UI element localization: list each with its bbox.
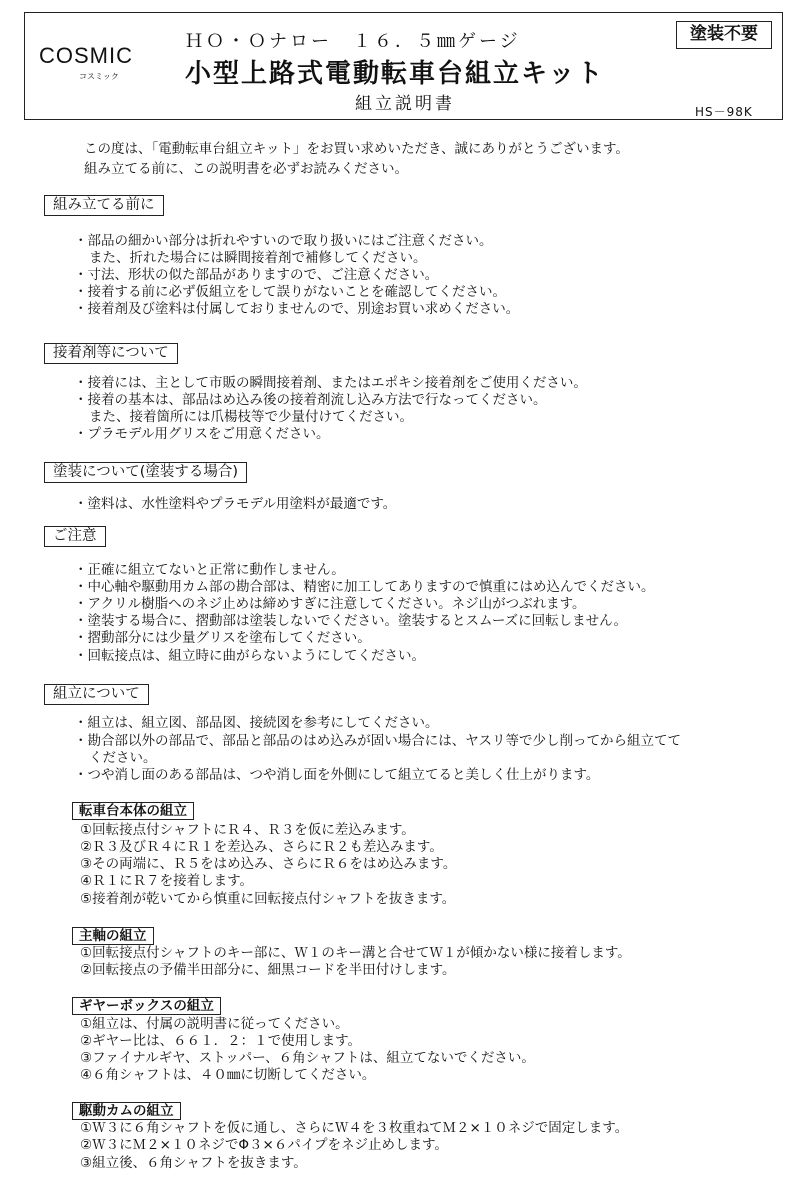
list-item: また、折れた場合には瞬間接着剤で補修してください。 bbox=[89, 250, 427, 266]
section-title-assembly: 組立について bbox=[44, 684, 149, 705]
header-box bbox=[24, 12, 783, 120]
list-item: ・中心軸や駆動用カム部の勘合部は、精密に加工してありますので慎重にはめ込んでください。 bbox=[74, 579, 655, 595]
list-item: ・部品の細かい部分は折れやすいので取り扱いにはご注意ください。 bbox=[74, 233, 493, 249]
assembly-step: ③組立後、６角シャフトを抜きます。 bbox=[80, 1155, 307, 1171]
intro-line: この度は、「電動転車台組立キット」をお買い求めいただき、誠にありがとうございます。 bbox=[84, 141, 629, 157]
list-item: また、接着箇所には爪楊枝等で少量付けてください。 bbox=[89, 409, 413, 425]
subsection-title-drive-cam: 駆動カムの組立 bbox=[72, 1102, 181, 1120]
list-item: ・組立は、組立図、部品図、接続図を参考にしてください。 bbox=[74, 715, 439, 731]
assembly-step: ②Ｒ３及びＲ４にＲ１を差込み、さらにＲ２も差込みます。 bbox=[80, 839, 443, 855]
list-item: ・塗装する場合に、摺動部は塗装しないでください。塗装するとスムーズに回転しません。 bbox=[74, 613, 627, 629]
subsection-title-gearbox: ギヤーボックスの組立 bbox=[72, 997, 221, 1015]
list-item: ・寸法、形状の似た部品がありますので、ご注意ください。 bbox=[74, 267, 439, 283]
intro-line: 組み立てる前に、この説明書を必ずお読みください。 bbox=[84, 161, 408, 177]
assembly-step: ②Ｗ３にＭ２×１０ネジでΦ３×６パイプをネジ止めします。 bbox=[80, 1137, 448, 1153]
list-item: ・回転接点は、組立時に曲がらないようにしてください。 bbox=[74, 648, 425, 664]
list-item: ・接着の基本は、部品はめ込み後の接着剤流し込み方法で行なってください。 bbox=[74, 392, 547, 408]
subsection-title-main-shaft: 主軸の組立 bbox=[72, 927, 154, 945]
page-title: 小型上路式電動転車台組立キット bbox=[185, 59, 605, 89]
assembly-step: ③その両端に、Ｒ５をはめ込み、さらにＲ６をはめ込みます。 bbox=[80, 856, 457, 872]
assembly-step: ⑤接着剤が乾いてから慎重に回転接点付シャフトを抜きます。 bbox=[80, 891, 456, 907]
list-item: ・塗料は、水性塗料やプラモデル用塗料が最適です。 bbox=[74, 496, 397, 512]
assembly-step: ④６角シャフトは、４０㎜に切断してください。 bbox=[80, 1067, 376, 1083]
assembly-step: ①組立は、付属の説明書に従ってください。 bbox=[80, 1016, 349, 1032]
list-item: ・プラモデル用グリスをご用意ください。 bbox=[74, 426, 330, 442]
list-item: ・接着には、主として市販の瞬間接着剤、またはエポキシ接着剤をご使用ください。 bbox=[74, 375, 587, 391]
logo-text: COSMIC bbox=[39, 43, 133, 68]
assembly-step: ①回転接点付シャフトのキー部に、Ｗ１のキー溝と合せてＷ１が傾かない様に接着します。 bbox=[80, 945, 631, 961]
assembly-step: ①回転接点付シャフトにＲ４、Ｒ３を仮に差込みます。 bbox=[80, 822, 415, 838]
assembly-step: ④Ｒ１にＲ７を接着します。 bbox=[80, 873, 254, 889]
model-code: HS－98K bbox=[695, 105, 753, 119]
document-type: 組立説明書 bbox=[355, 94, 455, 114]
section-title-before: 組み立てる前に bbox=[44, 195, 164, 216]
list-item: ・摺動部分には少量グリスを塗布してください。 bbox=[74, 630, 371, 646]
assembly-step: ②ギヤー比は、６６１．２：１で使用します。 bbox=[80, 1033, 362, 1049]
section-title-caution: ご注意 bbox=[44, 526, 106, 547]
section-title-painting: 塗装について(塗装する場合) bbox=[44, 462, 247, 483]
cosmic-logo bbox=[39, 43, 139, 89]
subsection-title-turntable: 転車台本体の組立 bbox=[72, 802, 194, 820]
list-item: ・アクリル樹脂へのネジ止めは締めすぎに注意してください。ネジ山がつぶれます。 bbox=[74, 596, 586, 612]
list-item: ・接着する前に必ず仮組立をして誤りがないことを確認してください。 bbox=[74, 284, 506, 300]
list-item: ・つや消し面のある部品は、つや消し面を外側にして組立てると美しく仕上がります。 bbox=[74, 767, 600, 783]
assembly-step: ②回転接点の予備半田部分に、細黒コードを半田付けします。 bbox=[80, 962, 456, 978]
list-item: ください。 bbox=[89, 750, 157, 766]
list-item: ・勘合部以外の部品で、部品と部品のはめ込みが固い場合には、ヤスリ等で少し削ってから組立てて bbox=[74, 733, 681, 749]
list-item: ・正確に組立てないと正常に動作しません。 bbox=[74, 562, 345, 578]
list-item: ・接着剤及び塗料は付属しておりませんので、別途お買い求めください。 bbox=[74, 301, 520, 317]
logo-subtext: コスミック bbox=[79, 72, 119, 81]
no-paint-badge: 塗装不要 bbox=[676, 21, 772, 49]
assembly-step: ③ファイナルギヤ、ストッパー、６角シャフトは、組立てないでください。 bbox=[80, 1050, 535, 1066]
assembly-step: ①Ｗ３に６角シャフトを仮に通し、さらにＷ４を３枚重ねてＭ２×１０ネジで固定します。 bbox=[80, 1120, 629, 1136]
gauge-line: ＨＯ・Ｏナロー １６．５㎜ゲージ bbox=[185, 31, 521, 52]
section-title-adhesive: 接着剤等について bbox=[44, 343, 178, 364]
